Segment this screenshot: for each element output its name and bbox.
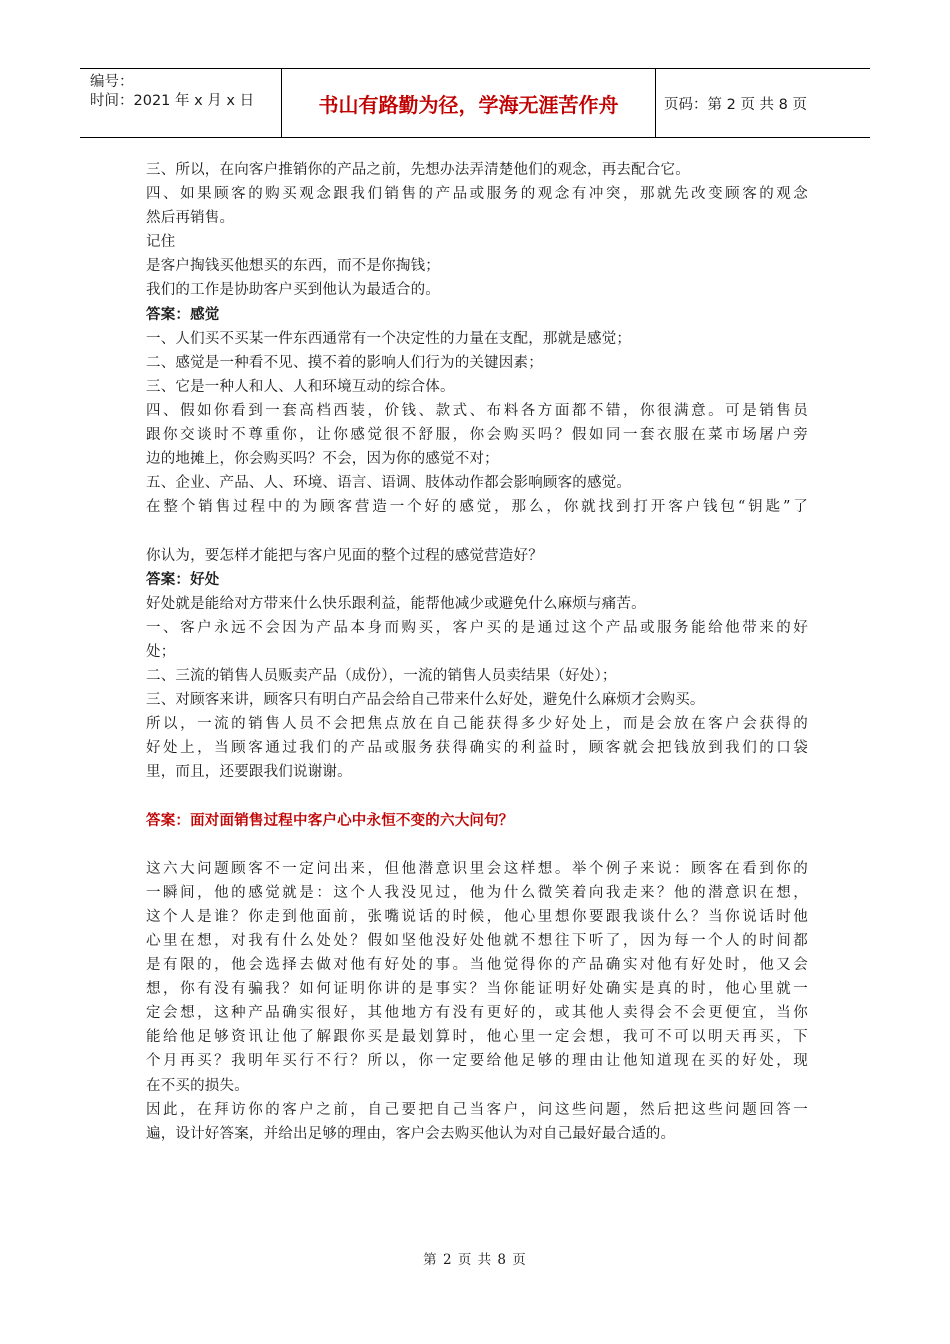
blank-line — [146, 519, 808, 543]
body-line: 我们的工作是协助客户买到他认为最适合的。 — [146, 282, 440, 299]
body-line: 边的地摊上，你会购买吗？不会，因为你的感觉不对； — [146, 451, 499, 468]
section-heading: 答案：面对面销售过程中客户心中永恒不变的六大问句？ — [146, 811, 514, 829]
body-line: 在整个销售过程中的为顾客营造一个好的感觉，那么，你就找到打开客户钱包“钥匙”了 — [146, 499, 808, 516]
body-line: 四、假如你看到一套高档西装，价钱、款式、布料各方面都不错，你很满意。可是销售员 — [146, 402, 808, 419]
page-footer: 第 2 页 共 8 页 — [423, 1252, 527, 1268]
body-line: 想，你有没有骗我？如何证明你讲的是事实？当你能证明好处确实是真的时，他心里就一 — [146, 981, 808, 998]
body-line: 四、如果顾客的购买观念跟我们销售的产品或服务的观念有冲突，那就先改变顾客的观念 — [146, 186, 808, 203]
header-motto: 书山有路勤为径，学海无涯苦作舟 — [282, 69, 656, 137]
blank-line — [146, 833, 808, 857]
body-line: 二、感觉是一种看不见、摸不着的影响人们行为的关键因素； — [146, 354, 543, 371]
body-line: 是客户掏钱买他想买的东西，而不是你掏钱； — [146, 258, 440, 275]
body-line: 能给他足够资讯让他了解跟你买是最划算时，他心里一定会想，我可不可以明天再买，下 — [146, 1029, 808, 1046]
body-line: 记住 — [146, 234, 176, 251]
body-line: 这六大问题顾客不一定问出来，但他潜意识里会这样想。举个例子来说：顾客在看到你的 — [146, 860, 808, 877]
body-line: 二、三流的销售人员贩卖产品（成份），一流的销售人员卖结果（好处）； — [146, 667, 617, 684]
body-line: 在不买的损失。 — [146, 1077, 249, 1094]
body-line: 是有限的，他会选择去做对他有好处的事。当他觉得你的产品确实对他有好处时，他又会 — [146, 957, 808, 974]
body-line: 因此，在拜访你的客户之前，自己要把自己当客户，问这些问题，然后把这些问题回答一 — [146, 1101, 808, 1118]
body-line: 个月再买？我明年买行不行？所以，你一定要给他足够的理由让他知道现在买的好处，现 — [146, 1053, 808, 1070]
body-line: 然后再销售。 — [146, 210, 235, 227]
body-line: 跟你交谈时不尊重你，让你感觉很不舒服，你会购买吗？假如同一套衣服在菜市场屠户旁 — [146, 427, 808, 444]
body-line: 三、所以，在向客户推销你的产品之前，先想办法弄清楚他们的观念，再去配合它。 — [146, 162, 690, 178]
blank-line — [146, 784, 808, 808]
body-line: 你认为，要怎样才能把与客户见面的整个过程的感觉营造好？ — [146, 547, 543, 564]
body-line: 所以，一流的销售人员不会把焦点放在自己能获得多少好处上，而是会放在客户会获得的 — [146, 716, 808, 733]
body-line: 好处就是能给对方带来什么快乐跟利益，能帮他减少或避免什么麻烦与痛苦。 — [146, 595, 646, 612]
body-line: 这个人是谁？你走到他面前，张嘴说话的时候，他心里想你要跟我谈什么？当你说话时他 — [146, 908, 808, 925]
page-header — [80, 68, 870, 138]
document-time-label: 时间：2021 年 x 月 x 日 — [90, 93, 255, 109]
document-body — [146, 158, 808, 1146]
header-meta — [80, 69, 282, 137]
body-line: 里，而且，还要跟我们说谢谢。 — [146, 764, 352, 781]
body-line: 一、人们买不买某一件东西通常有一个决定性的力量在支配，那就是感觉； — [146, 330, 632, 347]
body-line: 定会想，这种产品确实很好，其他地方有没有更好的，或其他人卖得会不会更便宜，当你 — [146, 1005, 808, 1022]
body-line: 三、它是一种人和人、人和环境互动的综合体。 — [146, 378, 455, 395]
header-page-number: 页码：第 2 页 共 8 页 — [664, 96, 807, 113]
body-line: 好处上，当顾客通过我们的产品或服务获得确实的利益时，顾客就会把钱放到我们的口袋 — [146, 740, 808, 757]
section-heading: 答案：好处 — [146, 570, 220, 588]
body-line: 遍，设计好答案，并给出足够的理由，客户会去购买他认为对自己最好最合适的。 — [146, 1125, 676, 1142]
document-number-label: 编号： — [90, 74, 134, 90]
section-heading: 答案：感觉 — [146, 305, 220, 323]
body-line: 五、企业、产品、人、环境、语言、语调、肢体动作都会影响顾客的感觉。 — [146, 475, 632, 492]
body-line: 一瞬间，他的感觉就是：这个人我没见过，他为什么微笑着向我走来？他的潜意识在想， — [146, 884, 808, 901]
body-line: 三、对顾客来讲，顾客只有明白产品会给自己带来什么好处，避免什么麻烦才会购买。 — [146, 692, 705, 709]
body-line: 处； — [146, 643, 176, 660]
body-line: 心里在想，对我有什么处处？假如坚他没好处他就不想往下听了，因为每一个人的时间都 — [146, 933, 808, 949]
body-line: 一、客户永远不会因为产品本身而购买，客户买的是通过这个产品或服务能给他带来的好 — [146, 619, 808, 636]
